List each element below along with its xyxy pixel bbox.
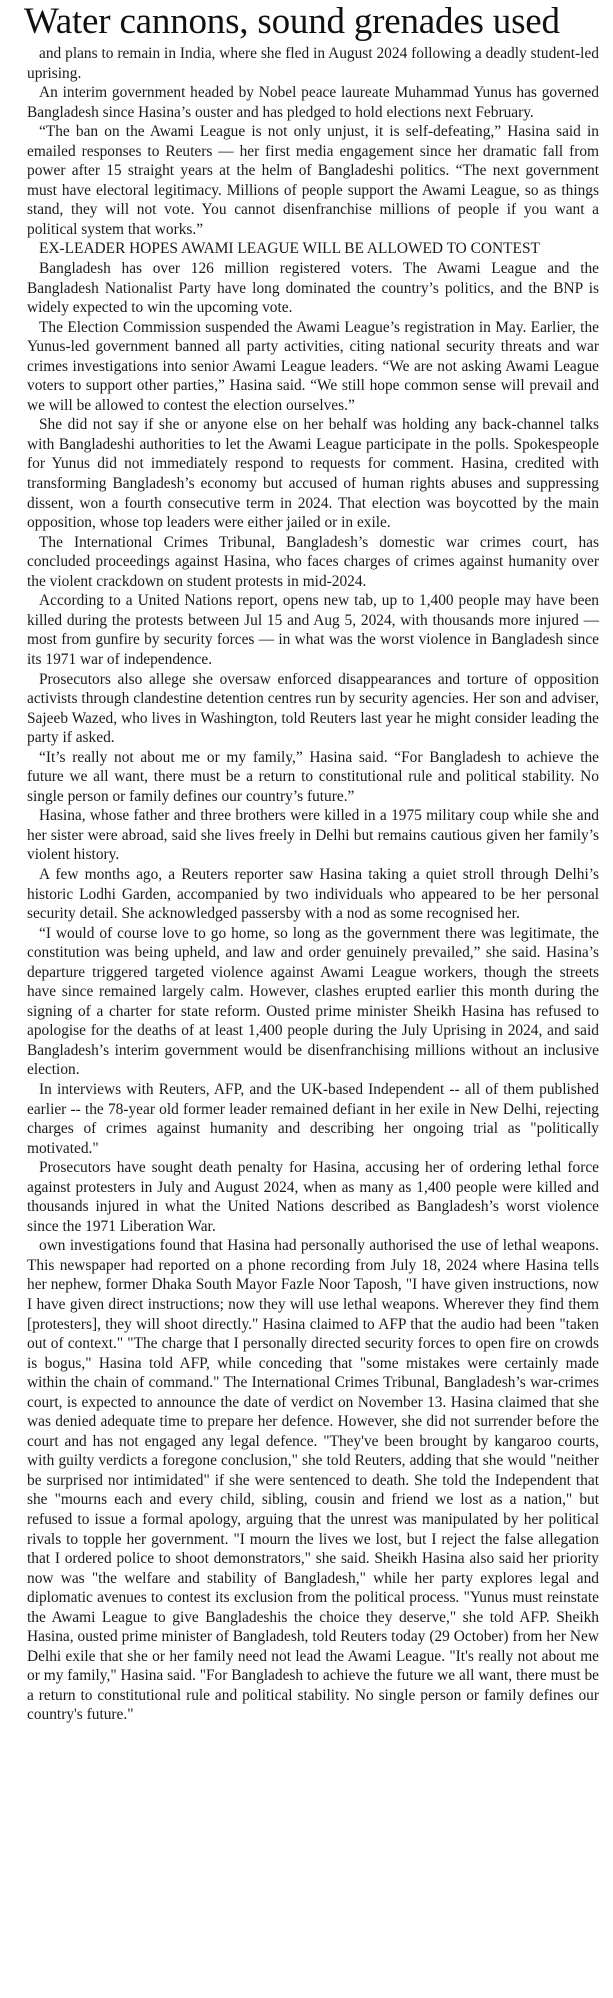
article-subheading: EX-LEADER HOPES AWAMI LEAGUE WILL BE ALLOWED TO CONTEST	[39, 240, 540, 258]
article-paragraph: In interviews with Reuters, AFP, and the UK-based Independent -- all of them published earlier -- the 78-year old former leader remained defiant in her exile in New Delhi, rejecting charges of crimes against humanity and describing her ongoing trial as "politically motivated."	[27, 1080, 599, 1157]
headline: Water cannons, sound grenades used	[24, 1, 560, 42]
article-paragraph: The International Crimes Tribunal, Bangladesh’s domestic war crimes court, has concluded proceedings against Hasina, who faces charges of crimes against humanity over the violent crackdown on student protests in mid-2024.	[27, 533, 599, 590]
article-paragraph: Prosecutors also allege she oversaw enforced disappearances and torture of opposition activists through clandestine detention centres run by security agencies. Her son and adviser, Sajeeb Wazed, who lives in Washington, told Reuters last year he might consider leading the party if asked.	[27, 670, 599, 747]
article-paragraph: Prosecutors have sought death penalty for Hasina, accusing her of ordering lethal force against protesters in July and August 2024, when as many as 1,400 people were killed and thousands injured in what the United Nations described as Bangladesh’s worst violence since the 1971 Liberation War.	[27, 1159, 599, 1235]
article-paragraph: The Election Commission suspended the Awami League’s registration in May. Earlier, the Yunus-led government banned all party activities, citing national security threats and war crimes investigations into senior Awami League leaders. “We are not asking Awami League voters to support other parties,” Hasina said. “We still hope common sense will prevail and we will be allowed to contest the election ourselves.”	[27, 318, 599, 414]
article-body	[27, 44, 599, 1725]
article-paragraph: A few months ago, a Reuters reporter saw Hasina taking a quiet stroll through Delhi’s historic Lodhi Garden, accompanied by two individuals who appeared to be her personal security detail. She acknowledged passersby with a nod as some recognised her.	[27, 865, 599, 923]
article-paragraph: Bangladesh has over 126 million registered voters. The Awami League and the Bangladesh Nationalist Party have long dominated the country’s politics, and the BNP is widely expected to win the upcoming vote.	[27, 260, 599, 317]
article-paragraph: “I would of course love to go home, so long as the government there was legitimate, the constitution was being upheld, and law and order genuinely prevailed,” she said. Hasina’s departure triggered targeted violence against Awami League workers, though the streets have since remained largely calm. However, clashes erupted earlier this month during the signing of a charter for state reform. Ousted prime minister Sheikh Hasina has refused to apologise for the deaths of at least 1,400 people during the July Uprising in 2024, and said Bangladesh’s interim government would be disenfranchising millions without an inclusive election.	[27, 924, 599, 1079]
article-paragraph: “It’s really not about me or my family,” Hasina said. “For Bangladesh to achieve the future we all want, there must be a return to constitutional rule and political stability. No single person or family defines our country’s future.”	[27, 748, 599, 805]
article-paragraph: “The ban on the Awami League is not only unjust, it is self-defeating,” Hasina said in emailed responses to Reuters — her first media engagement since her dramatic fall from power after 15 straight years at the helm of Bangladeshi politics. “The next government must have electoral legitimacy. Millions of people support the Awami League, so as things stand, they will not vote. You cannot disenfranchise millions of people if you want a political system that works.”	[27, 123, 599, 238]
article-paragraph: Hasina, whose father and three brothers were killed in a 1975 military coup while she and her sister were abroad, said she lives freely in Delhi but remains cautious given her family’s violent history.	[27, 807, 599, 864]
article-paragraph: An interim government headed by Nobel peace laureate Muhammad Yunus has governed Bangladesh since Hasina’s ouster and has pledged to hold elections next February.	[27, 84, 599, 121]
article-paragraph: According to a United Nations report, opens new tab, up to 1,400 people may have been killed during the protests between Jul 15 and Aug 5, 2024, with thousands more injured — most from gunfire by security forces — in what was the worst violence in Bangladesh since its 1971 war of independence.	[27, 592, 599, 668]
article-paragraph: and plans to remain in India, where she fled in August 2024 following a deadly student-led uprising.	[27, 45, 599, 82]
article-paragraph: own investigations found that Hasina had personally authorised the use of lethal weapons. This newspaper had reported on a phone recording from July 18, 2024 where Hasina tells her nephew, former Dhaka South Mayor Fazle Noor Taposh, "I have given instructions, now I have given direct instructions; now they will use lethal weapons. Wherever they find them [protesters], they will shoot directly." Hasina claimed to AFP that the audio had been "taken out of context." "The charge that I personally directed security forces to open fire on crowds is bogus," Hasina told AFP, while conceding that "some mistakes were certainly made within the chain of command." The International Crimes Tribunal, Bangladesh’s war-crimes court, is expected to announce the date of verdict on November 13. Hasina claimed that she was denied adequate time to prepare her defence. However, she did not surrender before the court and has not engaged any legal defence. "They've been brought by kangaroo courts, with guilty verdicts a foregone conclusion," she told Reuters, adding that she would "neither be surprised nor intimidated" if she were sentenced to death. She told the Independent that she "mourns each and every child, sibling, cousin and friend we lost as a nation," but refused to issue a formal apology, arguing that the unrest was manipulated by her political rivals to topple her government. "I mourn the lives we lost, but I reject the false allegation that I ordered police to shoot demonstrators," she said. Sheikh Hasina also said her priority now was "the welfare and stability of Bangladesh," while her party explores legal and diplomatic avenues to contest its exclusion from the political process. "Yunus must reinstate the Awami League to give Bangladeshis the choice they deserve," she told AFP. Sheikh Hasina, ousted prime minister of Bangladesh, told Reuters today (29 October) from her New Delhi exile that she or her family need not lead the Awami League. "It's really not about me or my family," Hasina said. "For Bangladesh to achieve the future we all want, there must be a return to constitutional rule and political stability. No single person or family defines our country's future."	[27, 1237, 599, 1724]
article-paragraph: She did not say if she or anyone else on her behalf was holding any back-channel talks with Bangladeshi authorities to let the Awami League participate in the polls. Spokespeople for Yunus did not immediately respond to requests for comment. Hasina, credited with transforming Bangladesh’s economy but accused of human rights abuses and suppressing dissent, won a fourth consecutive term in 2024. That election was boycotted by the main opposition, whose top leaders were either jailed or in exile.	[27, 416, 599, 532]
